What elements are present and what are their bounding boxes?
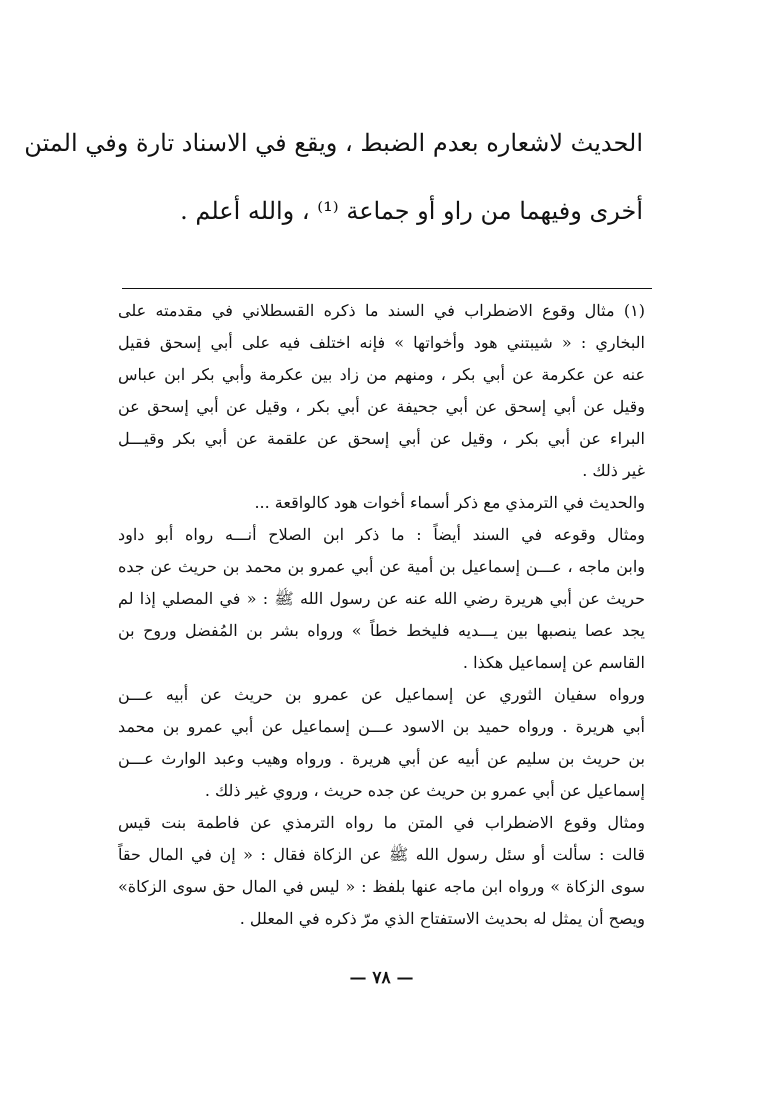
footnote-line: ويصح أن يمثل له بحديث الاستفتاح الذي مرّ ذكره في المعلل . (239, 909, 645, 928)
footnote-line: وابن ماجه ، عـــن إسماعيل بن أمية عن أبي عمرو بن محمد بن حريث عن جده (118, 557, 645, 576)
footnote-line: حريث عن أبي هريرة رضي الله عنه عن رسول الله ﷺ : « في المصلي إذا لم (118, 589, 645, 608)
footnote-line: بن حريث بن سليم عن أبيه عن أبي هريرة . ورواه وهيب وعبد الوارث عـــن (118, 749, 645, 768)
footnote-line: قالت : سألت أو سئل رسول الله ﷺ عن الزكاة فقال : « إن في المال حقاً (118, 845, 645, 864)
footnote-line: البخاري : « شيبتني هود وأخواتها » فإنه اختلف فيه على أبي إسحق فقيل (118, 333, 645, 352)
page-number: — ٧٨ — (349, 968, 414, 988)
footnote-line: عنه عن عكرمة عن أبي بكر ، ومنهم من زاد بين عكرمة وأبي بكر ابن عباس (118, 365, 645, 384)
footnote-line: غير ذلك . (582, 461, 645, 480)
footnote-line: ورواه سفيان الثوري عن إسماعيل عن عمرو بن حريث عن أبيه عـــن (118, 685, 645, 704)
footnote-block (118, 298, 645, 938)
footnote-line: والحديث في الترمذي مع ذكر أسماء أخوات هود كالواقعة ... (254, 493, 645, 512)
footnote-line: سوى الزكاة » ورواه ابن ماجه عنها بلفظ : « ليس في المال حق سوى الزكاة» (118, 877, 646, 896)
main-text-line: أخرى وفيهما من راو أو جماعة ⁽¹⁾ ، والله أعلم . (180, 197, 643, 225)
footnote-line: أبي هريرة . ورواه حميد بن الاسود عـــن إسماعيل عن أبي عمرو بن محمد (118, 717, 645, 736)
footnote-line: البراء عن أبي بكر ، وقيل عن أبي إسحق عن علقمة عن أبي بكر وقيـــل (118, 429, 645, 448)
footnote-line: (١) مثال وقوع الاضطراب في السند ما ذكره القسطلاني في مقدمته على (118, 301, 645, 320)
footnote-line: يجد عصا ينصبها بين يـــديه فليخط خطاً » ورواه بشر بن المُفضل وروح بن (118, 621, 645, 640)
main-text-block (24, 128, 643, 264)
footnote-line: إسماعيل عن أبي عمرو بن حريث عن جده حريث ، وروي غير ذلك . (204, 781, 645, 800)
footnote-line: ومثال وقوع الاضطراب في المتن ما رواه الترمذي عن فاطمة بنت قيس (118, 813, 645, 832)
main-text-line: الحديث لاشعاره بعدم الضبط ، ويقع في الاسناد تارة وفي المتن (24, 129, 643, 157)
footnote-divider (122, 288, 652, 289)
footnote-line: القاسم عن إسماعيل هكذا . (462, 653, 645, 672)
footnote-line: ومثال وقوعه في السند أيضاً : ما ذكر ابن الصلاح أنـــه رواه أبو داود (118, 525, 645, 544)
footnote-line: وقيل عن أبي إسحق عن أبي جحيفة عن أبي بكر ، وقيل عن أبي إسحق عن (118, 397, 645, 416)
